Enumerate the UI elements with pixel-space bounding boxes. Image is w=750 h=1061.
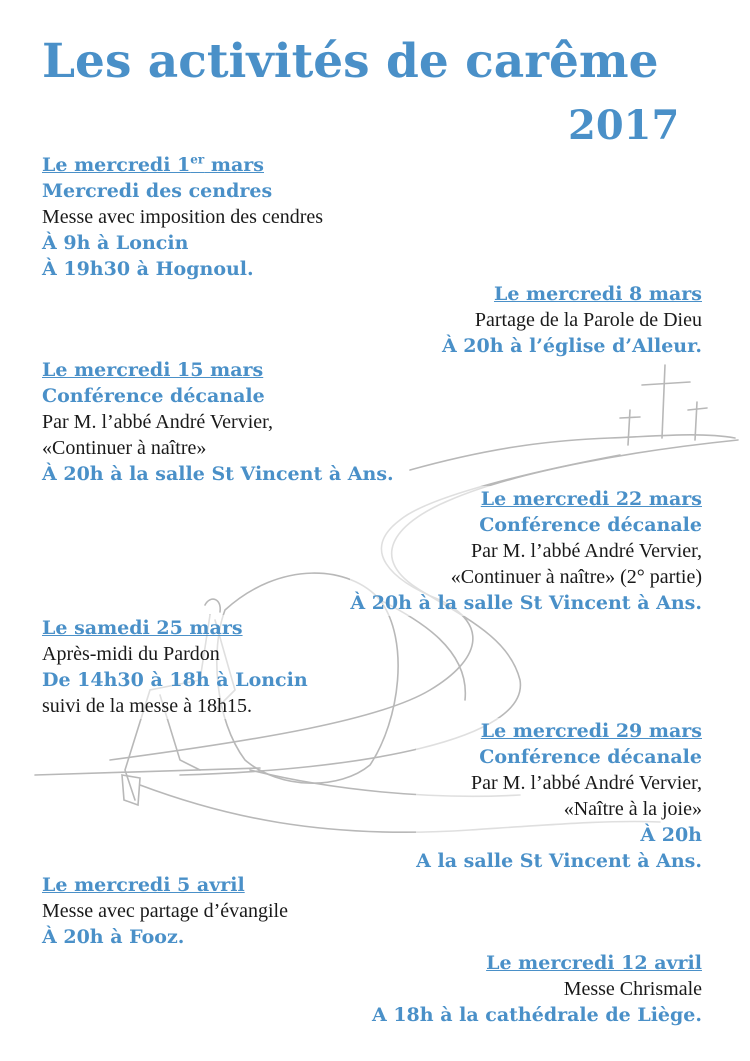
event-date: Le mercredi 12 avril <box>372 950 702 976</box>
event-date: Le mercredi 29 mars <box>416 718 702 744</box>
event-description: Messe avec partage d’évangile <box>42 900 288 922</box>
event-march-15 <box>42 357 394 487</box>
event-march-8 <box>442 281 702 359</box>
event-description: Par M. l’abbé André Vervier, <box>42 409 394 435</box>
event-description: «Continuer à naître» (2° partie) <box>350 564 702 590</box>
event-date: Le mercredi 8 mars <box>442 281 702 307</box>
event-location: À 20h à la salle St Vincent à Ans. <box>350 592 702 614</box>
event-march-25 <box>42 615 308 719</box>
event-description: Messe avec imposition des cendres <box>42 206 324 228</box>
event-ash-wednesday <box>42 152 323 282</box>
event-location: A la salle St Vincent à Ans. <box>416 850 702 872</box>
event-date: Le samedi 25 mars <box>42 615 308 641</box>
event-date: Le mercredi 22 mars <box>350 486 702 512</box>
event-date: Le mercredi 5 avril <box>42 872 288 898</box>
event-location: À 9h à Loncin <box>42 230 323 256</box>
event-subtitle: Conférence décanale <box>350 512 702 538</box>
event-location: À 20h à la salle St Vincent à Ans. <box>42 463 394 485</box>
event-description: Après-midi du Pardon <box>42 641 308 667</box>
event-description: Partage de la Parole de Dieu <box>442 307 702 333</box>
event-location: A 18h à la cathédrale de Liège. <box>371 1004 702 1026</box>
event-description: «Naître à la joie» <box>416 796 702 822</box>
event-description: Par M. l’abbé André Vervier, <box>416 770 702 796</box>
event-location: À 20h <box>416 822 702 848</box>
year-label: 2017 <box>568 102 680 149</box>
event-description: «Continuer à naître» <box>42 435 394 461</box>
event-location: À 19h30 à Hognoul. <box>42 256 323 282</box>
event-april-5 <box>42 872 288 950</box>
page-title: Les activités de carême <box>42 34 659 89</box>
event-location: De 14h30 à 18h à Loncin <box>42 669 308 691</box>
event-location: À 20h à Fooz. <box>42 924 288 950</box>
event-april-12 <box>372 950 702 1028</box>
event-march-29 <box>416 718 702 874</box>
event-date: Le mercredi 15 mars <box>42 357 394 383</box>
event-location: À 20h à l’église d’Alleur. <box>441 335 702 357</box>
event-subtitle: Conférence décanale <box>416 744 702 770</box>
event-subtitle: Conférence décanale <box>42 383 394 409</box>
event-date: Le mercredi 1er mars <box>42 152 323 178</box>
event-subtitle: Mercredi des cendres <box>42 178 323 204</box>
event-description: Par M. l’abbé André Vervier, <box>350 538 702 564</box>
event-description: Messe Chrismale <box>372 976 702 1002</box>
event-march-22 <box>350 486 702 616</box>
event-description: suivi de la messe à 18h15. <box>42 693 308 719</box>
